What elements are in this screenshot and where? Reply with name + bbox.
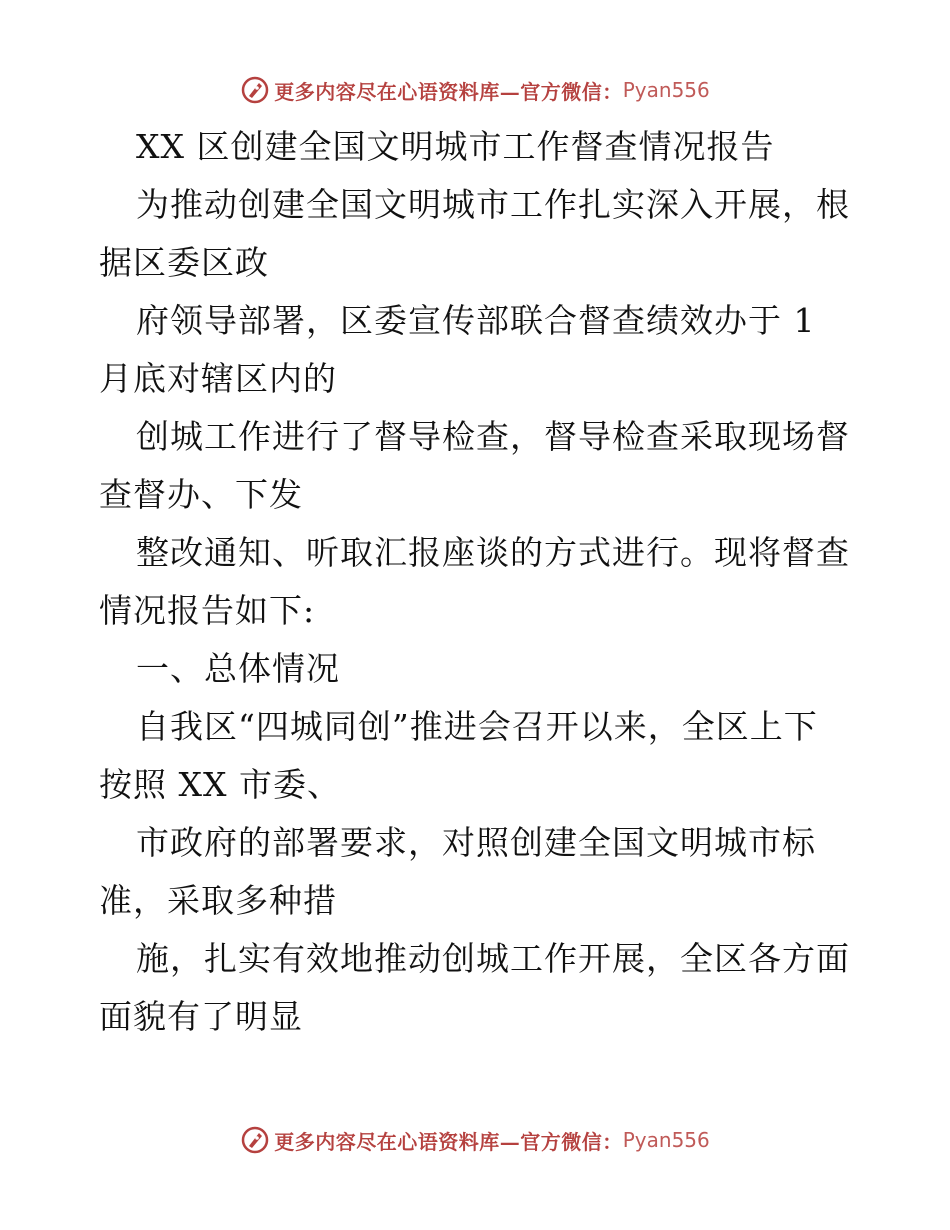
pen-nib-circle-icon [240, 1125, 270, 1155]
document-line: 自我区“四城同创”推进会召开以来，全区上下 [136, 707, 818, 746]
document-line: 据区委区政 [99, 243, 269, 282]
document-line: 为推动创建全国文明城市工作扎实深入开展，根 [136, 185, 850, 224]
pen-nib-circle-icon [240, 75, 270, 105]
document-body [99, 118, 859, 1046]
document-line: 月底对辖区内的 [99, 359, 337, 398]
document-line: 面貌有了明显 [99, 997, 303, 1036]
watermark-brand-text: 更多内容尽在心语资料库—官方微信： [274, 79, 623, 104]
document-line: 创城工作进行了督导检查，督导检查采取现场督 [136, 417, 850, 456]
watermark-wechat-id: Pyan556 [622, 1128, 710, 1152]
watermark-wechat-id: Pyan556 [622, 78, 710, 102]
watermark-brand-text: 更多内容尽在心语资料库—官方微信： [274, 1129, 623, 1154]
document-line: 按照 XX 市委、 [99, 765, 341, 804]
document-line: 准，采取多种措 [99, 881, 337, 920]
document-line: 查督办、下发 [99, 475, 303, 514]
watermark-banner-top [0, 70, 950, 110]
document-line: 整改通知、听取汇报座谈的方式进行。现将督查 [136, 533, 850, 572]
document-line: 情况报告如下: [99, 591, 316, 630]
document-line: 施，扎实有效地推动创城工作开展，全区各方面 [136, 939, 850, 978]
document-line: 府领导部署，区委宣传部联合督查绩效办于 1 [136, 301, 816, 340]
section-heading: 一、总体情况 [136, 649, 340, 688]
watermark-banner-bottom [0, 1120, 950, 1160]
document-line: 市政府的部署要求，对照创建全国文明城市标 [136, 823, 816, 862]
document-title: XX 区创建全国文明城市工作督查情况报告 [136, 127, 775, 166]
